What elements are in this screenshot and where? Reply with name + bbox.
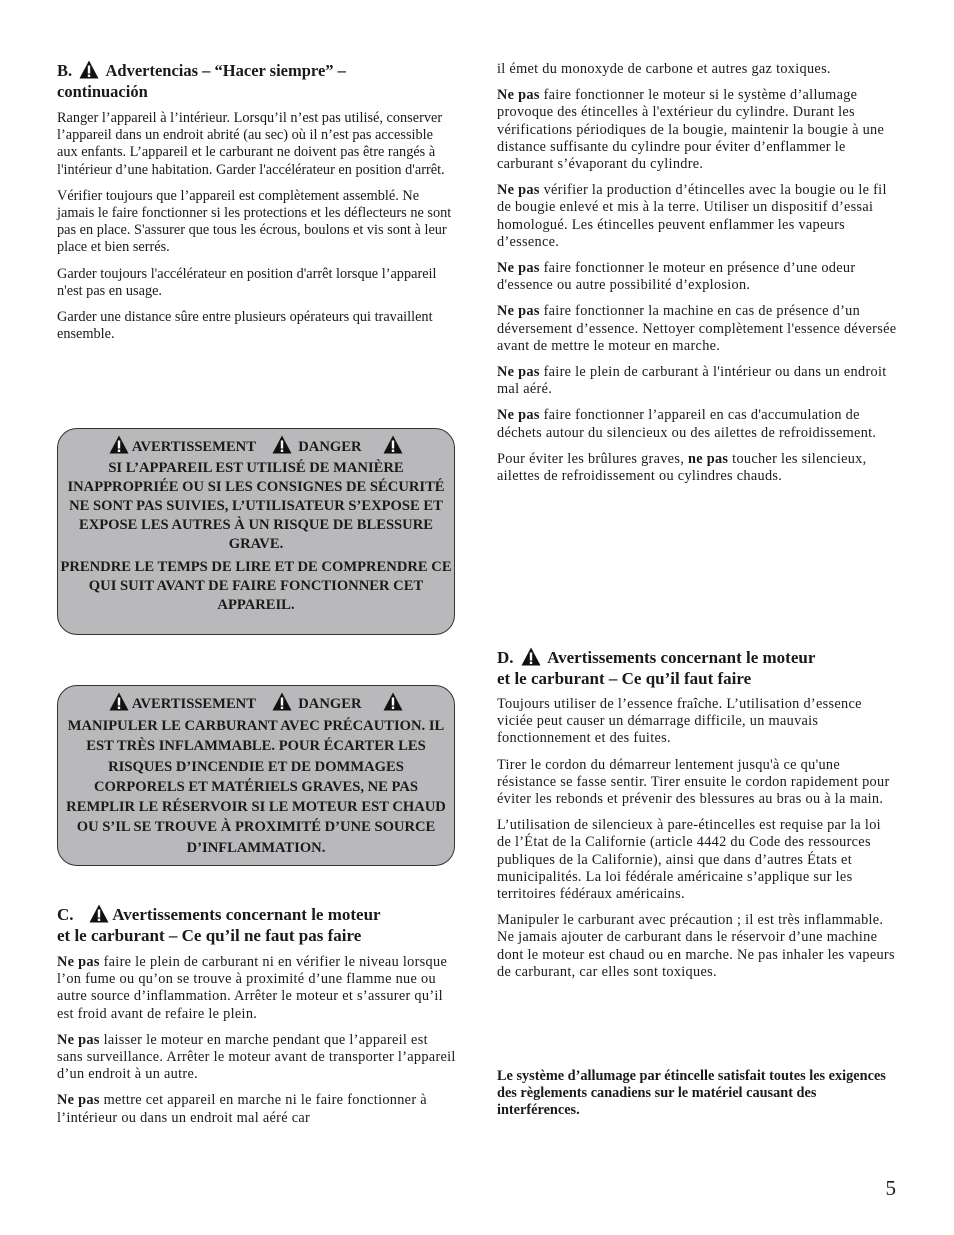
callout-header: AVERTISSEMENT DANGER xyxy=(60,435,452,458)
page-number: 5 xyxy=(885,1176,896,1200)
warning-triangle-icon xyxy=(521,647,541,666)
warning-triangle-icon xyxy=(79,60,99,79)
paragraph: L’utilisation de silencieux à pare-étincelles est requise par la loi de l’État de la Californie (article 4442 du Code des ressources publiques de la Californie), ainsi que dans d’autres États et municipalités. La loi fédérale américaine s’applique sur les territoires fédéraux américains. xyxy=(497,817,881,903)
compliance-text: Le système d’allumage par étincelle satisfait toutes les exigences des règlements canadiens sur le matériel causant des interférences. xyxy=(497,1068,886,1119)
paragraph: Pour éviter les brûlures graves, ne pas toucher les silencieux, ailettes de refroidissement ou cylindres chauds. xyxy=(497,450,867,485)
warning-triangle-icon xyxy=(89,904,109,923)
warning-triangle-icon xyxy=(272,692,292,711)
paragraph: Tirer le cordon du démarreur lentement jusqu'à ce qu'une résistance se fasse sentir. Tirer ensuite le cordon rapidement pour éviter les rebonds et prévenir des blessures au bras ou à la main. xyxy=(497,756,890,808)
callout-text: SI L’APPAREIL EST UTILISÉ DE MANIÈRE INAPPROPRIÉE OU SI LES CONSIGNES DE SÉCURITÉ NE SONT PAS SUIVIES, L’UTILISATEUR S’EXPOSE ET EXPOSE LES AUTRES À UN RISQUE DE BLESSURE GRAVE. xyxy=(67,460,445,552)
paragraph: Ne pas faire le plein de carburant ni en vérifier le niveau lorsque l’on fume ou qu’on se trouve à proximité d’une flamme nue ou autre source d’inflammation. Arrêter le moteur et s’assurer qu’il est froid avant de refaire le plein. xyxy=(57,954,448,1022)
paragraph: Ne pas vérifier la production d’étincelles avec la bougie ou le fil de bougie enlevé et mis à la terre. Utiliser un dispositif d’essai homologué. Les étincelles peuvent enflammer les vapeurs d’essence. xyxy=(497,182,887,250)
paragraph: Vérifier toujours que l’appareil est complètement assemblé. Ne jamais le faire fonctionner si les protections et les déflecteurs ne sont pas en place. S'assurer que tous les écrous, boulons et vis sont à leur place et bien serrés. xyxy=(57,187,452,256)
paragraph: Ne pas faire fonctionner le moteur en présence d’une odeur d'essence ou autre possibilité d’explosion. xyxy=(497,260,856,294)
section-d xyxy=(497,647,897,990)
paragraph: Manipuler le carburant avec précaution ; il est très inflammable. Ne jamais ajouter de carburant dans le réservoir d’une machine dont le moteur est chaud ou en marche. Ne pas inhaler les vapeurs de carburant, car elles sont toxiques. xyxy=(497,912,895,980)
warning-callout-2 xyxy=(57,685,455,866)
section-b xyxy=(57,60,457,352)
section-c-continued xyxy=(497,61,897,494)
section-b-heading: B. Advertencias – “Hacer siempre” – continuación xyxy=(57,61,346,101)
paragraph: Toujours utiliser de l’essence fraîche. L’utilisation d’essence viciée peut causer un démarrage difficile, un mauvais fonctionnement et des fuites. xyxy=(497,696,862,747)
paragraph: Ne pas faire le plein de carburant à l'intérieur ou dans un endroit mal aéré. xyxy=(497,364,887,398)
callout-text: MANIPULER LE CARBURANT AVEC PRÉCAUTION. IL EST TRÈS INFLAMMABLE. POUR ÉCARTER LES RISQUES D’INCENDIE ET DE DOMMAGES CORPORELS ET MATÉRIELS GRAVES, NE PAS REMPLIR LE RÉSERVOIR SI LE MOTEUR EST CHAUD OU S’IL SE TROUVE À PROXIMITÉ D’UNE SOURCE D’INFLAMMATION. xyxy=(66,718,446,856)
paragraph: Ranger l’appareil à l’intérieur. Lorsqu’il n’est pas utilisé, conserver l’appareil dans un endroit abrité (au sec) où il n’est pas accessible aux enfants. L’appareil et le carburant ne doivent pas être rangés à l'intérieur d’une habitation. Garder l'accélérateur en position d'arrêt. xyxy=(57,110,445,178)
warning-callout-1 xyxy=(57,428,455,635)
section-d-heading: D. Avertissements concernant le moteur et le carburant – Ce qu’il faut faire xyxy=(497,648,816,688)
paragraph: Ne pas faire fonctionner la machine en cas de présence d’un déversement d’essence. Nettoyer complètement l'essence déversée avant de mettre le moteur en marche. xyxy=(497,303,897,354)
paragraph: Ne pas faire fonctionner l’appareil en cas d'accumulation de déchets autour du silencieux ou des ailettes de refroidissement. xyxy=(497,407,877,441)
warning-triangle-icon xyxy=(109,692,129,711)
warning-triangle-icon xyxy=(383,435,403,454)
callout-header: AVERTISSEMENT DANGER xyxy=(60,692,452,715)
paragraph: il émet du monoxyde de carbone et autres gaz toxiques. xyxy=(497,61,831,77)
warning-triangle-icon xyxy=(383,692,403,711)
warning-triangle-icon xyxy=(109,435,129,454)
paragraph: Garder toujours l'accélérateur en position d'arrêt lorsque l’appareil n'est pas en usage. xyxy=(57,265,437,299)
section-c xyxy=(57,904,457,1136)
compliance-notice xyxy=(497,1068,897,1129)
paragraph: Ne pas laisser le moteur en marche pendant que l’appareil est sans surveillance. Arrêter le moteur avant de transporter l’appareil d’un endroit à un autre. xyxy=(57,1031,456,1083)
paragraph: Ne pas mettre cet appareil en marche ni le faire fonctionner à l’intérieur ou dans un endroit mal aéré car xyxy=(57,1092,427,1126)
paragraph: Garder une distance sûre entre plusieurs opérateurs qui travaillent ensemble. xyxy=(57,309,433,343)
warning-triangle-icon xyxy=(272,435,292,454)
callout-text: PRENDRE LE TEMPS DE LIRE ET DE COMPRENDRE CE QUI SUIT AVANT DE FAIRE FONCTIONNER CET APPAREIL. xyxy=(60,559,452,613)
section-c-heading: C. Avertissements concernant le moteur et le carburant – Ce qu’il ne faut pas faire xyxy=(57,905,381,945)
paragraph: Ne pas faire fonctionner le moteur si le système d’allumage provoque des étincelles à l'extérieur du cylindre. Durant les vérifications périodiques de la bougie, maintenir la bougie à une distance suffisante du cylindre pour éviter d’enflammer le carburant s’évaporant du cylindre. xyxy=(497,87,885,173)
